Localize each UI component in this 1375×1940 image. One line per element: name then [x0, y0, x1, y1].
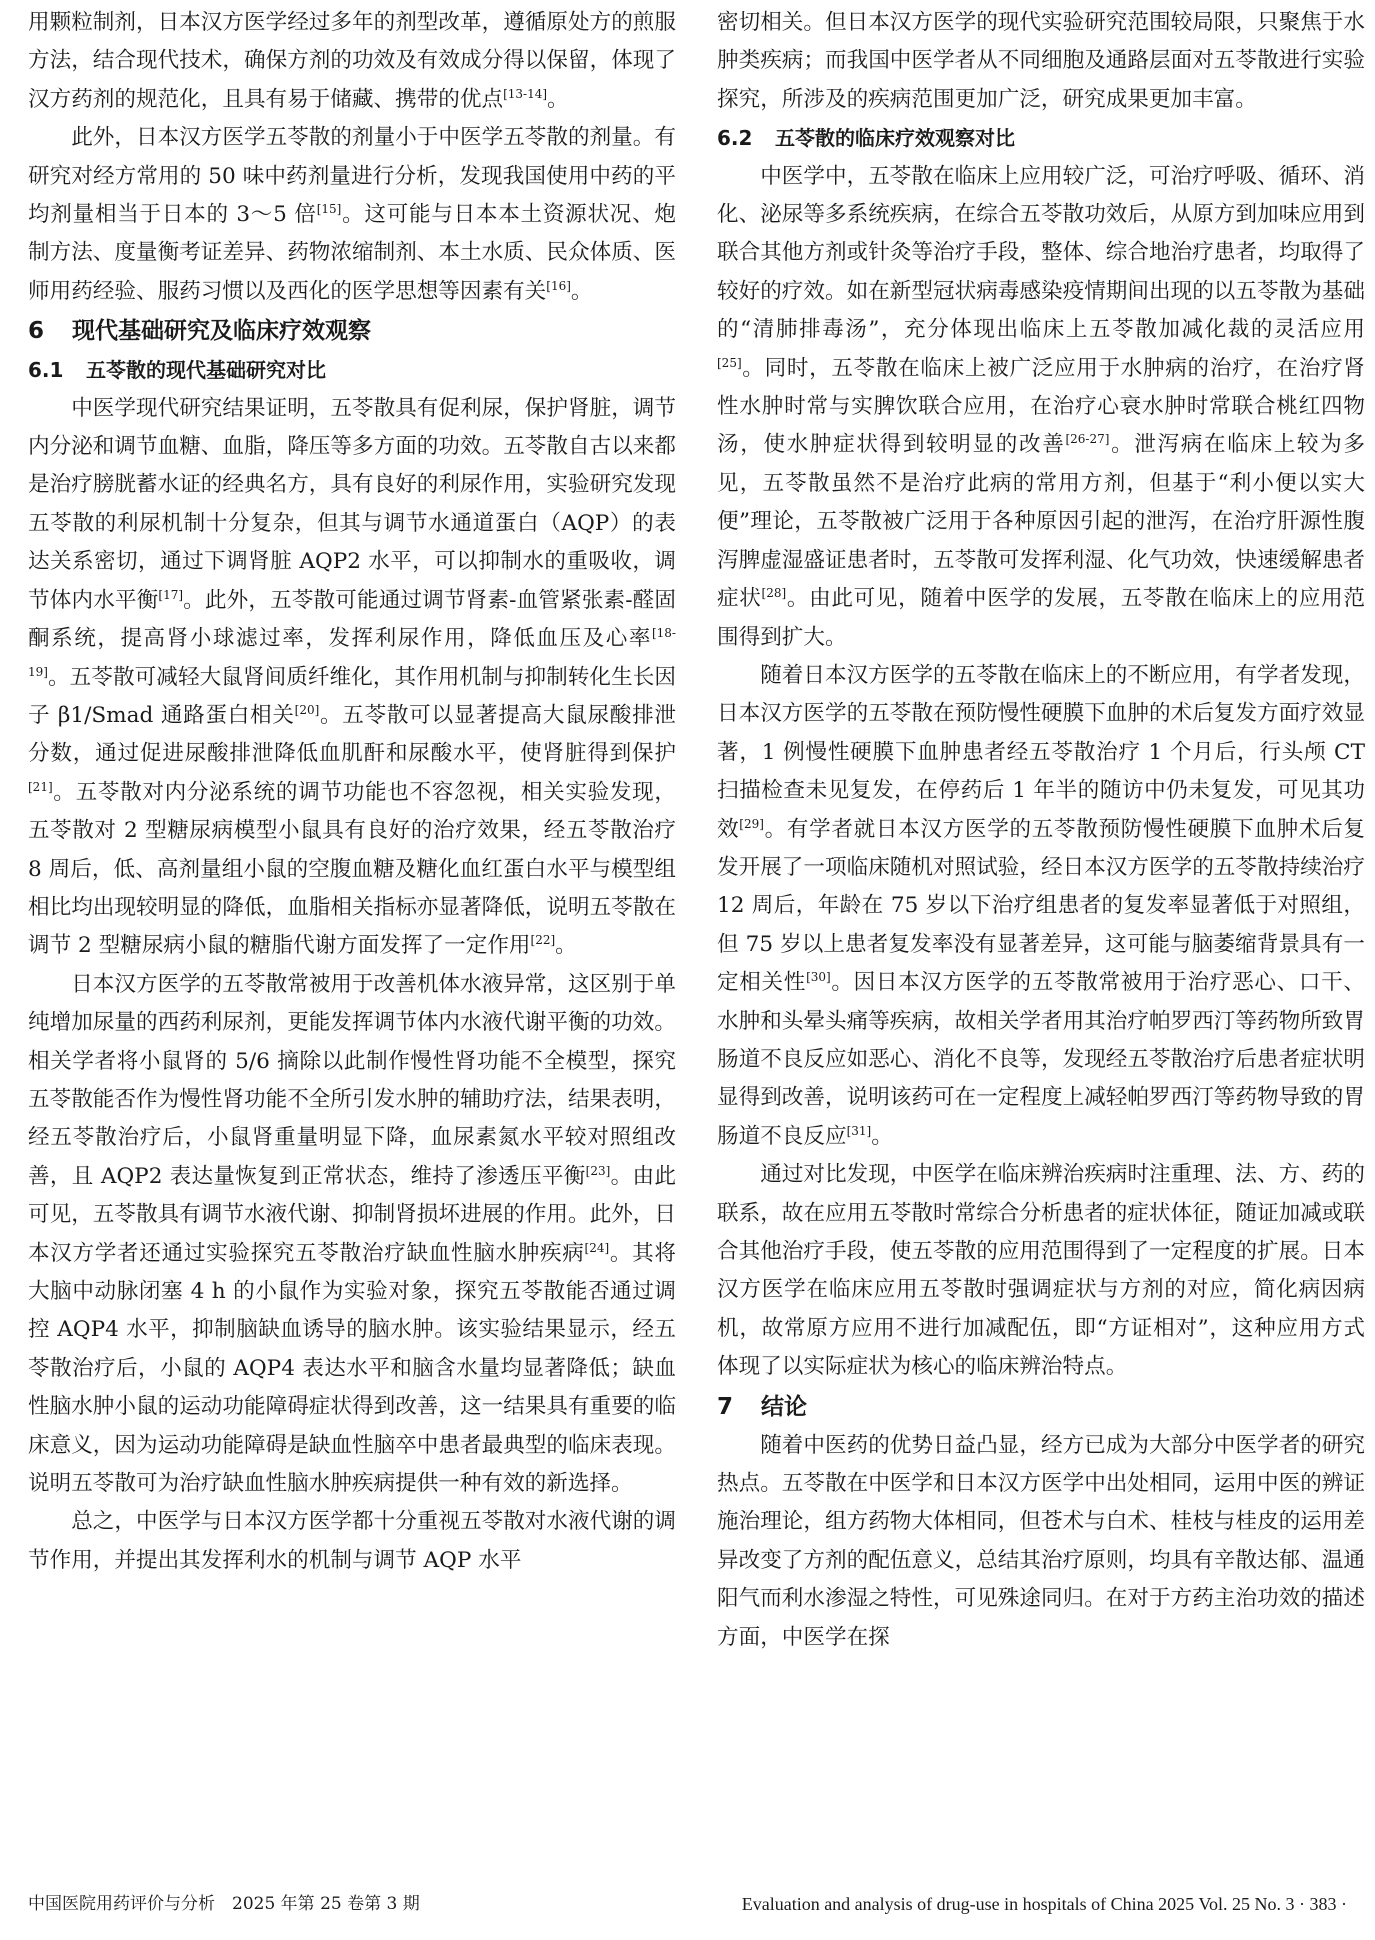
citation: [25]: [717, 355, 742, 370]
paragraph: 密切相关。但日本汉方医学的现代实验研究范围较局限，只聚焦于水肿类疾病；而我国中医学者从不同细胞及通路层面对五苓散进行实验探究，所涉及的疾病范围更加广泛，研究成果更加丰富。: [717, 10, 1365, 112]
paragraph: 通过对比发现，中医学在临床辨治疾病时注重理、法、方、药的联系，故在应用五苓散时常综合分析患者的症状体征，随证加减或联合其他治疗手段，使五苓散的应用范围得到了一定程度的扩展。日本汉方医学在临床应用五苓散时强调症状与方剂的对应，简化病因病机，故常原方应用不进行加减配伍，即“方证相对”，这种应用方式体现了以实际症状为核心的临床辨治特点。: [717, 1162, 1365, 1380]
citation: [16]: [546, 278, 571, 293]
paragraph: 日本汉方医学的五苓散常被用于改善机体水液异常，这区别于单纯增加尿量的西药利尿剂，更能发挥调节体内水液代谢平衡的功效。相关学者将小鼠肾的 5/6 摘除以此制作慢性肾功能不全模型，探究五苓散能否作为慢性肾功能不全所引发水肿的辅助疗法，结果表明，经五苓散治疗后，小鼠肾重量明显下降，血尿素氮水平较对照组改善，且 AQP2 表达量恢复到正常状态，维持了渗透压平衡[23]。由此可见，五苓散具有调节水液代谢、抑制肾损坏进展的作用。此外，日本汉方学者还通过实验探究五苓散治疗缺血性脑水肿疾病[24]。其将大脑中动脉闭塞 4 h 的小鼠作为实验对象，探究五苓散能否通过调控 AQP4 水平，抑制脑缺血诱导的脑水肿。该实验结果显示，经五苓散治疗后，小鼠的 AQP4 表达水平和脑含水量均显著降低；缺血性脑水肿小鼠的运动功能障碍症状得到改善，这一结果具有重要的临床意义，因为运动功能障碍是缺血性脑卒中患者最典型的临床表现。说明五苓散可为治疗缺血性脑水肿疾病提供一种有效的新选择。: [28, 971, 676, 1497]
journal-info-en: Evaluation and analysis of drug-use in hospitals of China 2025 Vol. 25 No. 3 · 383 ·: [741, 1894, 1347, 1914]
paragraph: 随着中医药的优势日益凸显，经方已成为大部分中医学者的研究热点。五苓散在中医学和日本汉方医学中出处相同，运用中医的辨证施治理论，组方药物大体相同，但苍术与白术、桂枝与桂皮的运用差异改变了方剂的配伍意义，总结其治疗原则，均具有辛散达郁、温通阳气而利水渗湿之特性，可见殊途同归。在对于方药主治功效的描述方面，中医学在探: [717, 1432, 1365, 1650]
subsection-heading-6-2: 6.2 五苓散的临床疗效观察对比: [717, 126, 1015, 151]
citation: [20]: [294, 702, 320, 717]
journal-info-cn: 中国医院用药评价与分析 2025 年第 25 卷第 3 期: [28, 1894, 420, 1914]
citation: [24]: [584, 1240, 610, 1255]
citation: [28]: [761, 586, 787, 601]
paragraph: 此外，日本汉方医学五苓散的剂量小于中医学五苓散的剂量。有研究对经方常用的 50 味中药剂量进行分析，发现我国使用中药的平均剂量相当于日本的 3～5 倍[15]。这可能与日本本土资源状况、炮制方法、度量衡考证差异、药物浓缩制剂、本土水质、民众体质、医师用药经验、服药习惯以及西化的医学思想等因素有关[16]。: [28, 125, 676, 304]
citation: [21]: [28, 779, 53, 794]
citation: [17]: [158, 587, 184, 602]
paragraph: 总之，中医学与日本汉方医学都十分重视五苓散对水液代谢的调节作用，并提出其发挥利水的机制与调节 AQP 水平: [28, 1509, 676, 1573]
citation: [23]: [585, 1163, 611, 1178]
citation: [26-27]: [1065, 432, 1110, 447]
left-column: [28, 4, 676, 1580]
right-column: [717, 4, 1365, 1657]
citation: [18-19]: [28, 626, 676, 679]
paragraph: 中医学中，五苓散在临床上应用较广泛，可治疗呼吸、循环、消化、泌尿等多系统疾病，在综合五苓散功效后，从原方到加味应用到联合其他方剂或针灸等治疗手段，整体、综合地治疗患者，均取得了较好的疗效。如在新型冠状病毒感染疫情期间出现的以五苓散为基础的“清肺排毒汤”，充分体现出临床上五苓散加减化裁的灵活应用[25]。同时，五苓散在临床上被广泛应用于水肿病的治疗，在治疗肾性水肿时常与实脾饮联合应用，在治疗心衰水肿时常联合桃红四物汤，使水肿症状得到较明显的改善[26-27]。泄泻病在临床上较为多见，五苓散虽然不是治疗此病的常用方剂，但基于“利小便以实大便”理论，五苓散被广泛用于各种原因引起的泄泻，在治疗肝源性腹泻脾虚湿盛证患者时，五苓散可发挥利湿、化气功效，快速缓解患者症状[28]。由此可见，随着中医学的发展，五苓散在临床上的应用范围得到扩大。: [717, 163, 1365, 650]
citation: [31]: [846, 1123, 872, 1138]
subsection-heading-6-1: 6.1 五苓散的现代基础研究对比: [28, 358, 326, 383]
citation: [15]: [316, 202, 342, 217]
citation: [29]: [739, 816, 764, 831]
citation: [22]: [530, 933, 556, 948]
paragraph: 随着日本汉方医学的五苓散在临床上的不断应用，有学者发现，日本汉方医学的五苓散在预防慢性硬膜下血肿的术后复发方面疗效显著，1 例慢性硬膜下血肿患者经五苓散治疗 1 个月后，行头颅 CT 扫描检查未见复发，在停药后 1 年半的随访中仍未复发，可见其功效[29]。有学者就日本汉方医学的五苓散预防慢性硬膜下血肿术后复发开展了一项临床随机对照试验，经日本汉方医学的五苓散持续治疗 12 周后，年龄在 75 岁以下治疗组患者的复发率显著低于对照组，但 75 岁以上患者复发率没有显著差异，这可能与脑萎缩背景具有一定相关性[30]。因日本汉方医学的五苓散常被用于治疗恶心、口干、水肿和头晕头痛等疾病，故相关学者用其治疗帕罗西汀等药物所致胃肠道不良反应如恶心、消化不良等，发现经五苓散治疗后患者症状明显得到改善，说明该药可在一定程度上减轻帕罗西汀等药物导致的胃肠道不良反应[31]。: [717, 662, 1365, 1149]
paragraph: 中医学现代研究结果证明，五苓散具有促利尿，保护肾脏，调节内分泌和调节血糖、血脂，降压等多方面的功效。五苓散自古以来都是治疗膀胱蓄水证的经典名方，具有良好的利尿作用，实验研究发现五苓散的利尿机制十分复杂，但其与调节水通道蛋白（AQP）的表达关系密切，通过下调肾脏 AQP2 水平，可以抑制水的重吸收，调节体内水平衡[17]。此外，五苓散可能通过调节肾素-血管紧张素-醛固酮系统，提高肾小球滤过率，发挥利尿作用，降低血压及心率[18-19]。五苓散可减轻大鼠肾间质纤维化，其作用机制与抑制转化生长因子 β1/Smad 通路蛋白相关[20]。五苓散可以显著提高大鼠尿酸排泄分数，通过促进尿酸排泄降低血肌酐和尿酸水平，使肾脏得到保护[21]。五苓散对内分泌系统的调节功能也不容忽视，相关实验发现，五苓散对 2 型糖尿病模型小鼠具有良好的治疗效果，经五苓散治疗 8 周后，低、高剂量组小鼠的空腹血糖及糖化血红蛋白水平与模型组相比均出现较明显的降低，血脂相关指标亦显著降低，说明五苓散在调节 2 型糖尿病小鼠的糖脂代谢方面发挥了一定作用[22]。: [28, 395, 676, 959]
citation: [13-14]: [503, 86, 548, 101]
section-heading-7: 7 结论: [717, 1393, 807, 1420]
citation: [30]: [806, 970, 831, 985]
section-heading-6: 6 现代基础研究及临床疗效观察: [28, 318, 371, 345]
paragraph: 用颗粒制剂，日本汉方医学经过多年的剂型改革，遵循原处方的煎服方法，结合现代技术，确保方剂的功效及有效成分得以保留，体现了汉方药剂的规范化，且具有易于储藏、携带的优点[13-14]。: [28, 10, 676, 112]
